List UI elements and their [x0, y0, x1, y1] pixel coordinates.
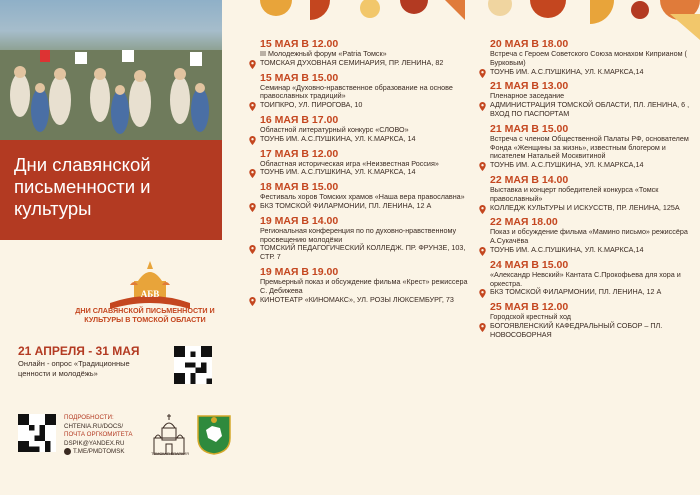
event-place-text: ТОМСКАЯ ДУХОВНАЯ СЕМИНАРИЯ, ПР. ЛЕНИНА, 82	[260, 57, 444, 67]
event-place-text: БКЗ ТОМСКОЙ ФИЛАРМОНИИ, ПЛ. ЛЕНИНА, 12 А	[490, 287, 662, 297]
event-place	[260, 202, 476, 211]
festival-logo-text: ДНИ СЛАВЯНСКОЙ ПИСЬМЕННОСТИ И КУЛЬТУРЫ В ТОМСКОЙ ОБЛАСТИ	[75, 306, 215, 324]
event-date: 19 МАЯ В 19.00	[260, 265, 339, 278]
events-left-column	[248, 38, 476, 308]
location-pin-icon	[249, 60, 256, 69]
event-place	[260, 135, 476, 144]
events-right-column	[478, 38, 700, 344]
crowd-illustration	[0, 50, 222, 140]
event-place	[260, 296, 476, 305]
event-name: Областная историческая игра «Неизвестная Россия»	[260, 158, 439, 168]
location-pin-icon	[479, 205, 486, 214]
event-place	[490, 288, 700, 297]
event-place	[490, 68, 700, 77]
event-date: 22 МАЯ 18.00	[490, 216, 558, 229]
event-place-text: ТОМСКИЙ ПЕДАГОГИЧЕСКИЙ КОЛЛЕДЖ. ПР. ФРУНЗЕ, 103, СТР. 7	[260, 243, 466, 262]
event-place	[490, 161, 700, 170]
details-link[interactable]: CHTENIA.RU/DOCS/	[64, 422, 124, 430]
event-place-text: АДМИНИСТРАЦИЯ ТОМСКОЙ ОБЛАСТИ, ПЛ. ЛЕНИНА, 6 , ВХОД ПО ПАСПОРТАМ	[490, 100, 690, 118]
event-name: Встреча с Героем Советского Союза монахом Киприаном ( Бурковым)	[490, 49, 687, 67]
event-item	[248, 72, 476, 110]
event-place	[490, 322, 700, 340]
event-name: Городской крестный ход	[490, 312, 571, 322]
page-title: Дни славянской письменности и культуры	[14, 154, 151, 219]
event-item	[478, 123, 700, 170]
event-item	[478, 301, 700, 339]
event-place-text: ТОУНБ ИМ. А.С.ПУШКИНА, УЛ. К.МАРКСА,14	[490, 160, 644, 170]
event-date: 15 МАЯ В 15.00	[260, 71, 339, 84]
event-item	[248, 148, 476, 178]
event-place	[260, 168, 476, 177]
event-date: 21 МАЯ В 13.00	[490, 80, 569, 93]
event-item	[248, 266, 476, 304]
event-item	[478, 80, 700, 118]
event-date: 19 МАЯ В 14.00	[260, 214, 339, 227]
event-place	[490, 101, 700, 119]
event-place-text: ТОУНБ ИМ. А.С.ПУШКИНА, УЛ. К.МАРКСА, 14	[260, 133, 416, 143]
event-date: 16 МАЯ В 17.00	[260, 113, 339, 126]
event-name: Областной литературный конкурс «СЛОВО»	[260, 124, 409, 134]
event-date: 17 МАЯ В 12.00	[260, 147, 339, 160]
event-date: 20 МАЯ В 18.00	[490, 38, 569, 50]
event-place-text: ТОИПКРО, УЛ. ПИРОГОВА, 10	[260, 100, 363, 110]
mail-label: ПОЧТА ОРГКОМИТЕТА	[64, 431, 133, 438]
event-name: «Александр Невский» Кантата С.Прокофьева для хора и оркестра.	[490, 269, 681, 288]
location-pin-icon	[479, 102, 486, 111]
location-pin-icon	[479, 247, 486, 256]
location-pin-icon	[479, 289, 486, 298]
location-pin-icon	[249, 203, 256, 212]
event-place	[490, 204, 700, 213]
event-place	[260, 59, 476, 68]
procession-photo	[0, 0, 222, 140]
location-pin-icon	[249, 102, 256, 111]
decorative-pattern	[230, 0, 700, 40]
location-pin-icon	[249, 297, 256, 306]
event-name: Семинар «Духовно-нравственное образование на основе православных традиций»	[260, 82, 453, 101]
event-place	[260, 101, 476, 110]
event-name: Региональная конференция по по духовно-нравственному просвещению молодёжи	[260, 225, 457, 244]
location-pin-icon	[479, 162, 486, 171]
event-item	[478, 174, 700, 212]
tomsk-region-crest-icon	[196, 412, 232, 456]
telegram-link[interactable]	[64, 448, 154, 457]
survey-dates: 21 АПРЕЛЯ - 31 МАЯ	[18, 344, 140, 358]
event-place	[260, 244, 476, 262]
details-qr-code	[18, 414, 56, 452]
event-place-text: ТОУНБ ИМ. А.С.ПУШКИНА, УЛ. К.МАРКСА,14	[490, 244, 644, 254]
details-label: ПОДРОБНОСТИ:	[64, 414, 114, 421]
event-item	[478, 38, 700, 76]
location-pin-icon	[479, 69, 486, 78]
event-date: 21 МАЯ В 15.00	[490, 122, 569, 135]
partner-caption: ТОМСКАЯ ЕПАРХИЯ	[151, 452, 189, 456]
event-place	[490, 246, 700, 255]
svg-text:АБВ: АБВ	[140, 289, 160, 299]
event-item	[478, 216, 700, 254]
event-place-text: ТОУНБ ИМ. А.С.ПУШКИНА, УЛ. К.МАРКСА, 14	[260, 167, 416, 177]
survey-text: Онлайн - опрос «Традиционные ценности и молодёжь»	[18, 359, 130, 378]
event-place-text: КИНОТЕАТР «КИНОМАКС», УЛ. РОЗЫ ЛЮКСЕМБУРГ, 73	[260, 294, 454, 304]
event-place-text: КОЛЛЕДЖ КУЛЬТУРЫ И ИСКУССТВ, ПР. ЛЕНИНА, 125А	[490, 202, 680, 212]
event-item	[248, 38, 476, 68]
location-pin-icon	[249, 245, 256, 254]
survey-qr-code	[174, 346, 212, 384]
event-item	[248, 215, 476, 262]
telegram-icon	[64, 448, 71, 455]
event-item	[248, 114, 476, 144]
event-name: Фестиваль хоров Томских храмов «Наша вера православна»	[260, 192, 465, 202]
location-pin-icon	[249, 136, 256, 145]
event-place-text: ТОУНБ ИМ. А.С.ПУШКИНА, УЛ. К.МАРКСА,14	[490, 66, 644, 76]
event-date: 18 МАЯ В 15.00	[260, 181, 339, 194]
event-date: 22 МАЯ В 14.00	[490, 173, 569, 186]
contacts-block	[64, 414, 154, 457]
event-item	[478, 259, 700, 297]
event-item	[248, 181, 476, 211]
mail-link[interactable]: DSPIK@YANDEX.RU	[64, 439, 125, 447]
event-date: 25 МАЯ В 12.00	[490, 301, 569, 314]
event-name: Встреча с членом Общественной Палаты РФ, основателем Фонда «Женщины за жизнь», известным блогером и писателем Натальей Москвитиной	[490, 133, 689, 161]
event-name: Пленарное заседание	[490, 91, 565, 101]
event-name: III Молодежный форум «Patria Томск»	[260, 49, 387, 58]
event-name: Выставка и концерт победителей конкурса «Томск православный»	[490, 184, 659, 203]
event-name: Премьерный показ и обсуждение фильма «Крест» режиссера С. Дебижева	[260, 276, 468, 295]
event-date: 24 МАЯ В 15.00	[490, 258, 569, 271]
telegram-text: T.ME/PMDTOMSK	[73, 448, 125, 456]
event-date: 15 МАЯ В 12.00	[260, 38, 339, 50]
event-place-text: БОГОЯВЛЕНСКИЙ КАФЕДРАЛЬНЫЙ СОБОР – ПЛ. НОВОСОБОРНАЯ	[490, 320, 663, 339]
location-pin-icon	[479, 323, 486, 332]
event-place-text: БКЗ ТОМСКОЙ ФИЛАРМОНИИ, ПЛ. ЛЕНИНА, 12 А	[260, 200, 432, 210]
title-box	[0, 140, 222, 240]
location-pin-icon	[249, 169, 256, 178]
event-name: Показ и обсуждение фильма «Мамино письмо» режиссёра А.Сукачёва	[490, 227, 688, 246]
